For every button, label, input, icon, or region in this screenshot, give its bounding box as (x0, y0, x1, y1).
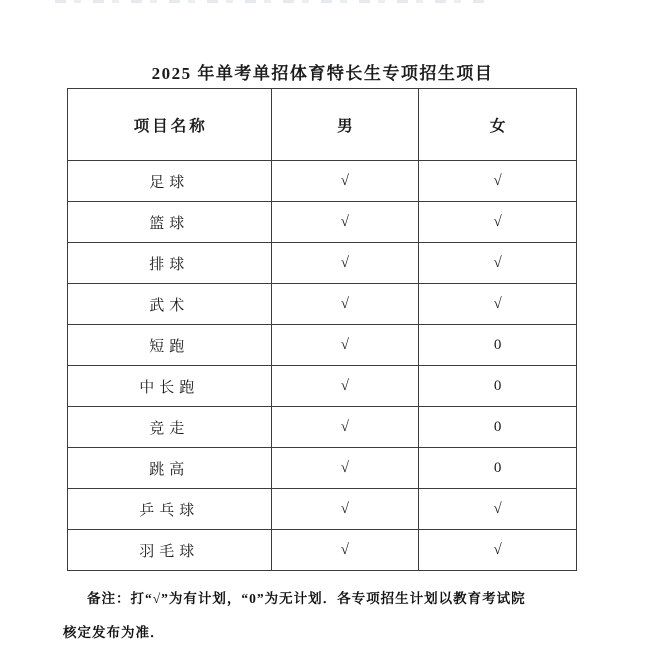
footnote-line-1: 备注：打“√”为有计划，“0”为无计划．各专项招生计划以教育考试院 (87, 591, 526, 606)
column-header-project-name: 项目名称 (68, 89, 272, 161)
table-row (68, 243, 577, 284)
footnote-line-2: 核定发布为准． (63, 625, 165, 640)
male-plan-cell: √ (271, 366, 419, 407)
female-plan-cell: 0 (419, 366, 577, 407)
table-row (68, 366, 577, 407)
male-plan-cell: √ (271, 161, 419, 202)
table-row (68, 325, 577, 366)
project-name-cell: 羽毛球 (68, 530, 272, 571)
female-plan-cell: √ (419, 243, 577, 284)
page-title: 2025 年单考单招体育特长生专项招生项目 (151, 64, 494, 83)
table-row (68, 284, 577, 325)
female-plan-cell: √ (419, 489, 577, 530)
female-plan-cell: 0 (419, 407, 577, 448)
table-row (68, 530, 577, 571)
project-name-cell: 篮球 (68, 202, 272, 243)
female-plan-cell: √ (419, 161, 577, 202)
male-plan-cell: √ (271, 448, 419, 489)
enrollment-table (67, 88, 577, 571)
project-name-cell: 排球 (68, 243, 272, 284)
table-row (68, 161, 577, 202)
table-row (68, 448, 577, 489)
male-plan-cell: √ (271, 202, 419, 243)
table-row (68, 407, 577, 448)
female-plan-cell: 0 (419, 325, 577, 366)
footnote (63, 582, 569, 650)
male-plan-cell: √ (271, 407, 419, 448)
project-name-cell: 武术 (68, 284, 272, 325)
column-header-female: 女 (419, 89, 577, 161)
project-name-cell: 跳高 (68, 448, 272, 489)
male-plan-cell: √ (271, 243, 419, 284)
column-header-male: 男 (271, 89, 419, 161)
enrollment-table-container (67, 88, 577, 571)
female-plan-cell: √ (419, 202, 577, 243)
project-name-cell: 中长跑 (68, 366, 272, 407)
male-plan-cell: √ (271, 284, 419, 325)
project-name-cell: 短跑 (68, 325, 272, 366)
male-plan-cell: √ (271, 325, 419, 366)
male-plan-cell: √ (271, 489, 419, 530)
project-name-cell: 竞走 (68, 407, 272, 448)
female-plan-cell: √ (419, 284, 577, 325)
clipped-text-sliver (55, 0, 485, 3)
female-plan-cell: √ (419, 530, 577, 571)
table-row (68, 202, 577, 243)
table-row (68, 489, 577, 530)
header-row (68, 89, 577, 161)
project-name-cell: 足球 (68, 161, 272, 202)
female-plan-cell: 0 (419, 448, 577, 489)
male-plan-cell: √ (271, 530, 419, 571)
project-name-cell: 乒乓球 (68, 489, 272, 530)
